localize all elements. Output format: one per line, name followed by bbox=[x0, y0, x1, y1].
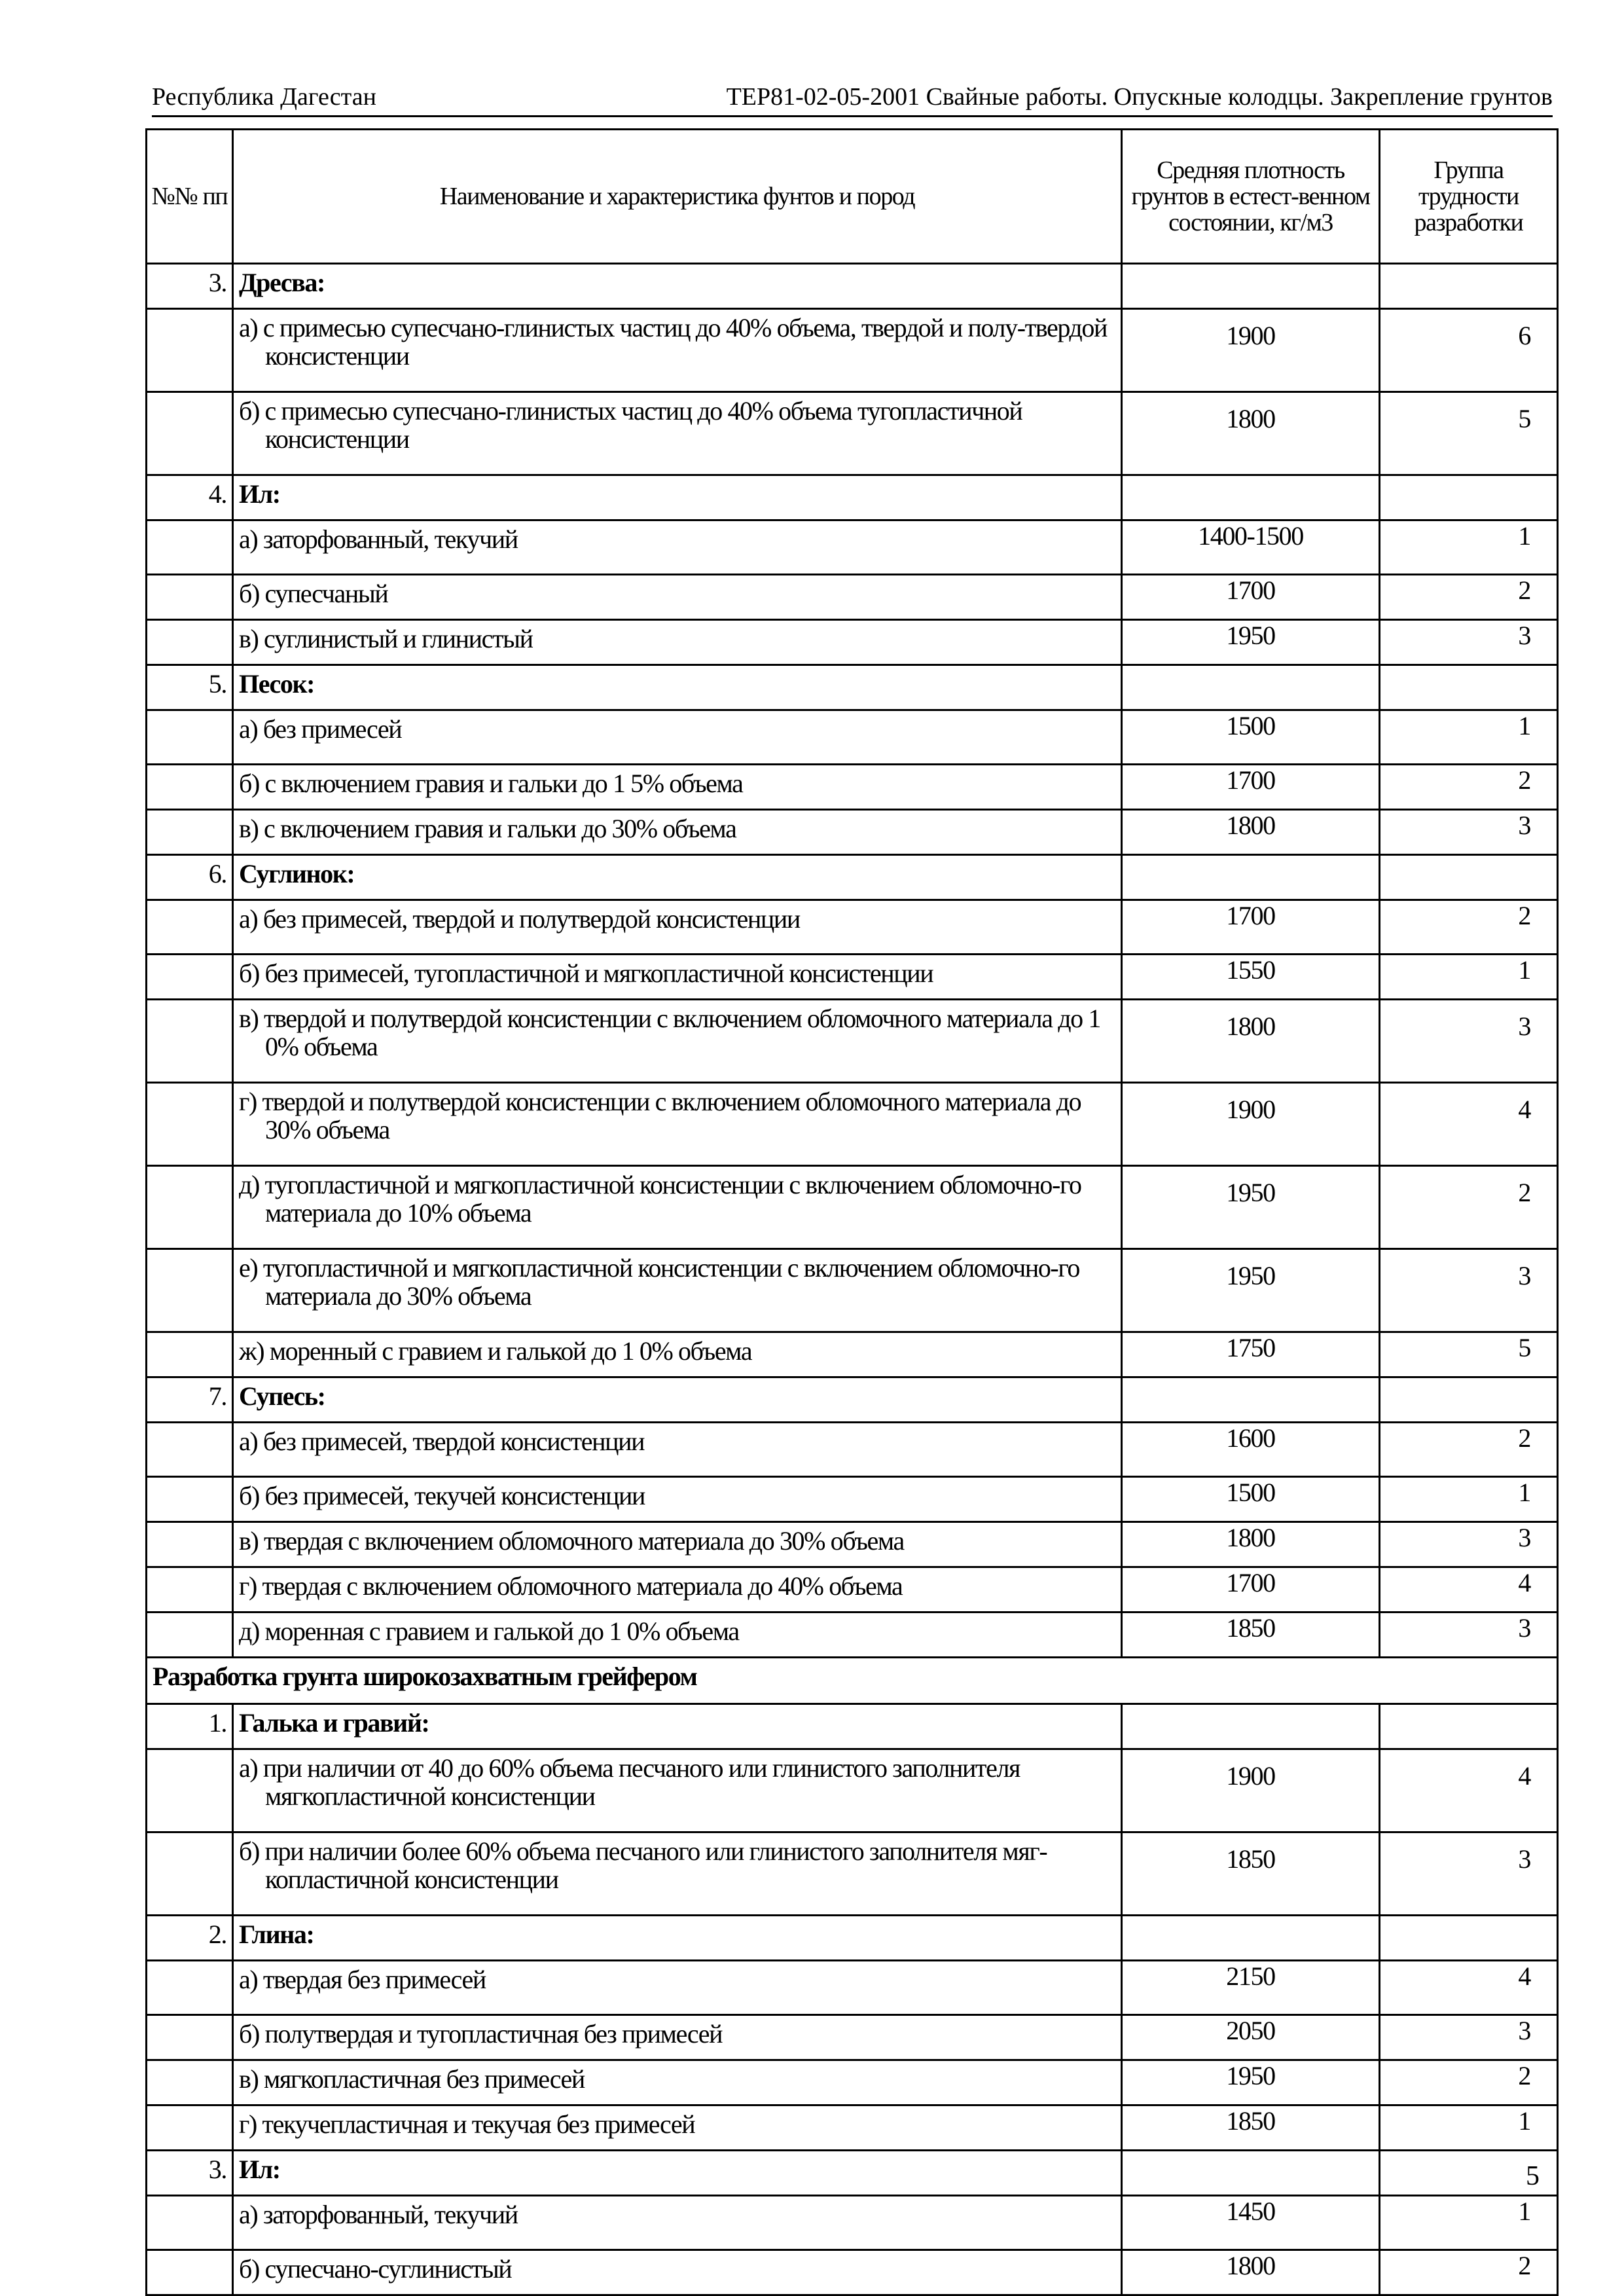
row-number: 4. bbox=[147, 475, 233, 520]
row-number-empty bbox=[147, 520, 233, 575]
density-value: 1800 bbox=[1122, 1522, 1380, 1567]
group-cell bbox=[1380, 1704, 1558, 1749]
row-number-empty bbox=[147, 1832, 233, 1916]
table-row bbox=[147, 1423, 1558, 1477]
running-header bbox=[152, 73, 1553, 117]
row-number-empty bbox=[147, 1332, 233, 1377]
table-row bbox=[147, 264, 1558, 309]
table-row bbox=[147, 1000, 1558, 1083]
difficulty-group-value: 3 bbox=[1380, 1249, 1558, 1332]
column-header-density: Средняя плотность грунтов в естест-венном состоянии, кг/м3 bbox=[1122, 130, 1380, 264]
density-value: 1850 bbox=[1122, 1613, 1380, 1658]
difficulty-group-value: 5 bbox=[1380, 1332, 1558, 1377]
soil-description-text: б) без примесей, текучей консистенции bbox=[239, 1481, 645, 1510]
soil-description-text: в) твердой и полутвердой консистенции с включением обломочного материала до 1 0% объема bbox=[239, 1004, 1100, 1061]
soil-description-text: д) тугопластичной и мягкопластичной консистенции с включением обломочно-го материала до 10% объема bbox=[239, 1170, 1081, 1228]
table-row bbox=[147, 855, 1558, 900]
table-row bbox=[147, 1704, 1558, 1749]
difficulty-group-value: 1 bbox=[1380, 2105, 1558, 2151]
soil-description bbox=[233, 900, 1122, 955]
row-number: 3. bbox=[147, 264, 233, 309]
soil-description-text: а) при наличии от 40 до 60% объема песчаного или глинистого заполнителя мягкопластичной консистенции bbox=[239, 1753, 1020, 1811]
soil-description-text: б) супесчано-суглинистый bbox=[239, 2254, 512, 2284]
soil-description-text: в) суглинистый и глинистый bbox=[239, 624, 533, 653]
difficulty-group-value: 2 bbox=[1380, 575, 1558, 620]
density-cell bbox=[1122, 2151, 1380, 2196]
density-value: 1800 bbox=[1122, 2250, 1380, 2295]
table-row bbox=[147, 900, 1558, 955]
table-row bbox=[147, 2060, 1558, 2105]
soil-description bbox=[233, 1749, 1122, 1832]
soil-description bbox=[233, 1423, 1122, 1477]
table-row bbox=[147, 955, 1558, 1000]
column-header-name: Наименование и характеристика фунтов и пород bbox=[233, 130, 1122, 264]
density-cell bbox=[1122, 264, 1380, 309]
soil-description bbox=[233, 2015, 1122, 2060]
category-title: Песок: bbox=[233, 665, 1122, 710]
row-number-empty bbox=[147, 1249, 233, 1332]
category-title: Ил: bbox=[233, 2151, 1122, 2196]
density-value: 1700 bbox=[1122, 575, 1380, 620]
density-value: 1700 bbox=[1122, 900, 1380, 955]
row-number-empty bbox=[147, 1423, 233, 1477]
density-value: 1700 bbox=[1122, 765, 1380, 810]
difficulty-group-value: 1 bbox=[1380, 520, 1558, 575]
category-title: Галька и гравий: bbox=[233, 1704, 1122, 1749]
group-cell bbox=[1380, 1377, 1558, 1423]
row-number-empty bbox=[147, 1083, 233, 1166]
category-title: Супесь: bbox=[233, 1377, 1122, 1423]
soil-description-text: а) без примесей, твердой консистенции bbox=[239, 1427, 645, 1456]
density-value: 1900 bbox=[1122, 1083, 1380, 1166]
row-number-empty bbox=[147, 955, 233, 1000]
difficulty-group-value: 5 bbox=[1380, 392, 1558, 475]
density-value: 1950 bbox=[1122, 620, 1380, 665]
row-number: 5. bbox=[147, 665, 233, 710]
page-number: 5 bbox=[1526, 2161, 1540, 2191]
group-cell bbox=[1380, 665, 1558, 710]
soil-description bbox=[233, 1567, 1122, 1613]
table-body-grab bbox=[147, 1704, 1558, 2295]
difficulty-group-value: 3 bbox=[1380, 1613, 1558, 1658]
table-row bbox=[147, 765, 1558, 810]
soil-description bbox=[233, 1332, 1122, 1377]
density-value: 1900 bbox=[1122, 309, 1380, 392]
density-value: 2050 bbox=[1122, 2015, 1380, 2060]
soil-description bbox=[233, 392, 1122, 475]
row-number-empty bbox=[147, 1166, 233, 1249]
category-title: Дресва: bbox=[233, 264, 1122, 309]
density-value: 1750 bbox=[1122, 1332, 1380, 1377]
table-row bbox=[147, 1961, 1558, 2015]
row-number-empty bbox=[147, 2015, 233, 2060]
soil-description-text: г) твердая с включением обломочного материала до 40% объема bbox=[239, 1571, 903, 1601]
table-row bbox=[147, 1916, 1558, 1961]
difficulty-group-value: 6 bbox=[1380, 309, 1558, 392]
density-value: 2150 bbox=[1122, 1961, 1380, 2015]
soil-description-text: а) заторфованный, текучий bbox=[239, 2200, 518, 2229]
soil-description-text: а) с примесью супесчано-глинистых частиц до 40% объема, твердой и полу-твердой консистенции bbox=[239, 313, 1107, 371]
table-row bbox=[147, 1522, 1558, 1567]
row-number-empty bbox=[147, 765, 233, 810]
row-number-empty bbox=[147, 2060, 233, 2105]
density-value: 1600 bbox=[1122, 1423, 1380, 1477]
table-row bbox=[147, 2250, 1558, 2295]
column-header-number: №№ пп bbox=[147, 130, 233, 264]
table-row bbox=[147, 2196, 1558, 2250]
row-number-empty bbox=[147, 2250, 233, 2295]
soil-description-text: б) супесчаный bbox=[239, 579, 388, 608]
density-value: 1800 bbox=[1122, 1000, 1380, 1083]
table-row bbox=[147, 520, 1558, 575]
soil-description bbox=[233, 1832, 1122, 1916]
soil-description-text: б) полутвердая и тугопластичная без примесей bbox=[239, 2019, 723, 2049]
soil-description bbox=[233, 2250, 1122, 2295]
soil-description bbox=[233, 765, 1122, 810]
row-number-empty bbox=[147, 1522, 233, 1567]
soil-description bbox=[233, 309, 1122, 392]
row-number: 3. bbox=[147, 2151, 233, 2196]
soil-description-text: б) с включением гравия и гальки до 1 5% объема bbox=[239, 769, 743, 798]
soil-description bbox=[233, 1166, 1122, 1249]
density-value: 1800 bbox=[1122, 392, 1380, 475]
row-number-empty bbox=[147, 392, 233, 475]
header-document-title: ТЕР81-02-05-2001 Свайные работы. Опускные колодцы. Закрепление грунтов bbox=[726, 83, 1553, 111]
density-value: 1700 bbox=[1122, 1567, 1380, 1613]
group-cell bbox=[1380, 475, 1558, 520]
soil-description bbox=[233, 1249, 1122, 1332]
table-row bbox=[147, 1832, 1558, 1916]
density-value: 1500 bbox=[1122, 710, 1380, 765]
row-number-empty bbox=[147, 575, 233, 620]
soil-classification-table bbox=[145, 128, 1559, 2296]
row-number-empty bbox=[147, 1567, 233, 1613]
table-row bbox=[147, 309, 1558, 392]
difficulty-group-value: 2 bbox=[1380, 900, 1558, 955]
difficulty-group-value: 2 bbox=[1380, 2060, 1558, 2105]
soil-description bbox=[233, 1613, 1122, 1658]
soil-description bbox=[233, 575, 1122, 620]
table-row bbox=[147, 1377, 1558, 1423]
soil-description bbox=[233, 1961, 1122, 2015]
difficulty-group-value: 3 bbox=[1380, 1522, 1558, 1567]
soil-description-text: ж) моренный с гравием и галькой до 1 0% объема bbox=[239, 1336, 752, 1366]
row-number: 2. bbox=[147, 1916, 233, 1961]
row-number-empty bbox=[147, 1000, 233, 1083]
difficulty-group-value: 2 bbox=[1380, 2250, 1558, 2295]
density-value: 1400-1500 bbox=[1122, 520, 1380, 575]
table-row bbox=[147, 710, 1558, 765]
density-cell bbox=[1122, 475, 1380, 520]
soil-description bbox=[233, 1522, 1122, 1567]
row-number-empty bbox=[147, 1961, 233, 2015]
difficulty-group-value: 3 bbox=[1380, 620, 1558, 665]
soil-description-text: а) без примесей, твердой и полутвердой консистенции bbox=[239, 904, 800, 934]
soil-description-text: е) тугопластичной и мягкопластичной консистенции с включением обломочно-го материала до 30% объема bbox=[239, 1253, 1079, 1311]
row-number-empty bbox=[147, 620, 233, 665]
table-row bbox=[147, 665, 1558, 710]
row-number: 1. bbox=[147, 1704, 233, 1749]
table-row bbox=[147, 1749, 1558, 1832]
density-value: 1450 bbox=[1122, 2196, 1380, 2250]
soil-description-text: б) с примесью супесчано-глинистых частиц до 40% объема тугопластичной консистенции bbox=[239, 396, 1022, 454]
table-row bbox=[147, 1249, 1558, 1332]
soil-description-text: д) моренная с гравием и галькой до 1 0% объема bbox=[239, 1616, 739, 1646]
density-cell bbox=[1122, 1377, 1380, 1423]
density-value: 1550 bbox=[1122, 955, 1380, 1000]
soil-description bbox=[233, 1083, 1122, 1166]
soil-description bbox=[233, 520, 1122, 575]
table-row bbox=[147, 1567, 1558, 1613]
soil-description bbox=[233, 955, 1122, 1000]
row-number-empty bbox=[147, 810, 233, 855]
row-number-empty bbox=[147, 309, 233, 392]
soil-description bbox=[233, 2060, 1122, 2105]
soil-description-text: в) твердая с включением обломочного материала до 30% объема bbox=[239, 1526, 904, 1556]
table-body-main bbox=[147, 264, 1558, 1658]
density-cell bbox=[1122, 855, 1380, 900]
group-cell bbox=[1380, 855, 1558, 900]
row-number-empty bbox=[147, 2196, 233, 2250]
difficulty-group-value: 2 bbox=[1380, 1166, 1558, 1249]
section-title: Разработка грунта широкозахватным грейфером bbox=[147, 1658, 1558, 1704]
table-row bbox=[147, 1332, 1558, 1377]
difficulty-group-value: 1 bbox=[1380, 2196, 1558, 2250]
column-header-group: Группа трудности разработки bbox=[1380, 130, 1558, 264]
soil-description bbox=[233, 710, 1122, 765]
row-number: 7. bbox=[147, 1377, 233, 1423]
soil-description-text: б) без примесей, тугопластичной и мягкопластичной консистенции bbox=[239, 958, 933, 988]
table-row bbox=[147, 1166, 1558, 1249]
density-cell bbox=[1122, 1916, 1380, 1961]
category-title: Суглинок: bbox=[233, 855, 1122, 900]
density-value: 1950 bbox=[1122, 1249, 1380, 1332]
group-cell bbox=[1380, 1916, 1558, 1961]
difficulty-group-value: 3 bbox=[1380, 1000, 1558, 1083]
soil-description bbox=[233, 1477, 1122, 1522]
density-cell bbox=[1122, 665, 1380, 710]
soil-description-text: г) твердой и полутвердой консистенции с включением обломочного материала до 30% объема bbox=[239, 1087, 1081, 1144]
soil-description-text: а) твердая без примесей bbox=[239, 1965, 486, 1994]
difficulty-group-value: 1 bbox=[1380, 710, 1558, 765]
table-row bbox=[147, 575, 1558, 620]
row-number-empty bbox=[147, 900, 233, 955]
difficulty-group-value: 1 bbox=[1380, 955, 1558, 1000]
difficulty-group-value: 3 bbox=[1380, 1832, 1558, 1916]
difficulty-group-value: 4 bbox=[1380, 1567, 1558, 1613]
table-row bbox=[147, 2015, 1558, 2060]
difficulty-group-value: 1 bbox=[1380, 1477, 1558, 1522]
row-number-empty bbox=[147, 1613, 233, 1658]
soil-description bbox=[233, 810, 1122, 855]
difficulty-group-value: 4 bbox=[1380, 1083, 1558, 1166]
soil-description bbox=[233, 2196, 1122, 2250]
header-region: Республика Дагестан bbox=[152, 83, 376, 111]
density-value: 1850 bbox=[1122, 1832, 1380, 1916]
table-row bbox=[147, 1477, 1558, 1522]
density-value: 1950 bbox=[1122, 2060, 1380, 2105]
soil-description-text: а) без примесей bbox=[239, 714, 402, 744]
section-row bbox=[147, 1658, 1558, 1704]
category-title: Глина: bbox=[233, 1916, 1122, 1961]
soil-description-text: г) текучепластичная и текучая без примесей bbox=[239, 2109, 695, 2139]
table-row bbox=[147, 2151, 1558, 2196]
row-number-empty bbox=[147, 2105, 233, 2151]
table-row bbox=[147, 810, 1558, 855]
difficulty-group-value: 4 bbox=[1380, 1961, 1558, 2015]
soil-description-text: в) мягкопластичная без примесей bbox=[239, 2064, 585, 2094]
soil-description bbox=[233, 620, 1122, 665]
density-cell bbox=[1122, 1704, 1380, 1749]
difficulty-group-value: 2 bbox=[1380, 765, 1558, 810]
table-row bbox=[147, 1613, 1558, 1658]
density-value: 1800 bbox=[1122, 810, 1380, 855]
soil-description bbox=[233, 1000, 1122, 1083]
soil-description-text: в) с включением гравия и гальки до 30% объема bbox=[239, 814, 736, 843]
row-number-empty bbox=[147, 1477, 233, 1522]
difficulty-group-value: 4 bbox=[1380, 1749, 1558, 1832]
table-row bbox=[147, 392, 1558, 475]
table-row bbox=[147, 620, 1558, 665]
density-value: 1500 bbox=[1122, 1477, 1380, 1522]
table-row bbox=[147, 1083, 1558, 1166]
row-number-empty bbox=[147, 710, 233, 765]
difficulty-group-value: 2 bbox=[1380, 1423, 1558, 1477]
category-title: Ил: bbox=[233, 475, 1122, 520]
soil-description-text: а) заторфованный, текучий bbox=[239, 524, 518, 554]
row-number: 6. bbox=[147, 855, 233, 900]
density-value: 1950 bbox=[1122, 1166, 1380, 1249]
table-row bbox=[147, 475, 1558, 520]
soil-description-text: б) при наличии более 60% объема песчаного или глинистого заполнителя мяг-копластичной консистенции bbox=[239, 1836, 1047, 1894]
difficulty-group-value: 3 bbox=[1380, 810, 1558, 855]
row-number-empty bbox=[147, 1749, 233, 1832]
density-value: 1850 bbox=[1122, 2105, 1380, 2151]
table-row bbox=[147, 2105, 1558, 2151]
group-cell bbox=[1380, 264, 1558, 309]
density-value: 1900 bbox=[1122, 1749, 1380, 1832]
difficulty-group-value: 3 bbox=[1380, 2015, 1558, 2060]
soil-description bbox=[233, 2105, 1122, 2151]
